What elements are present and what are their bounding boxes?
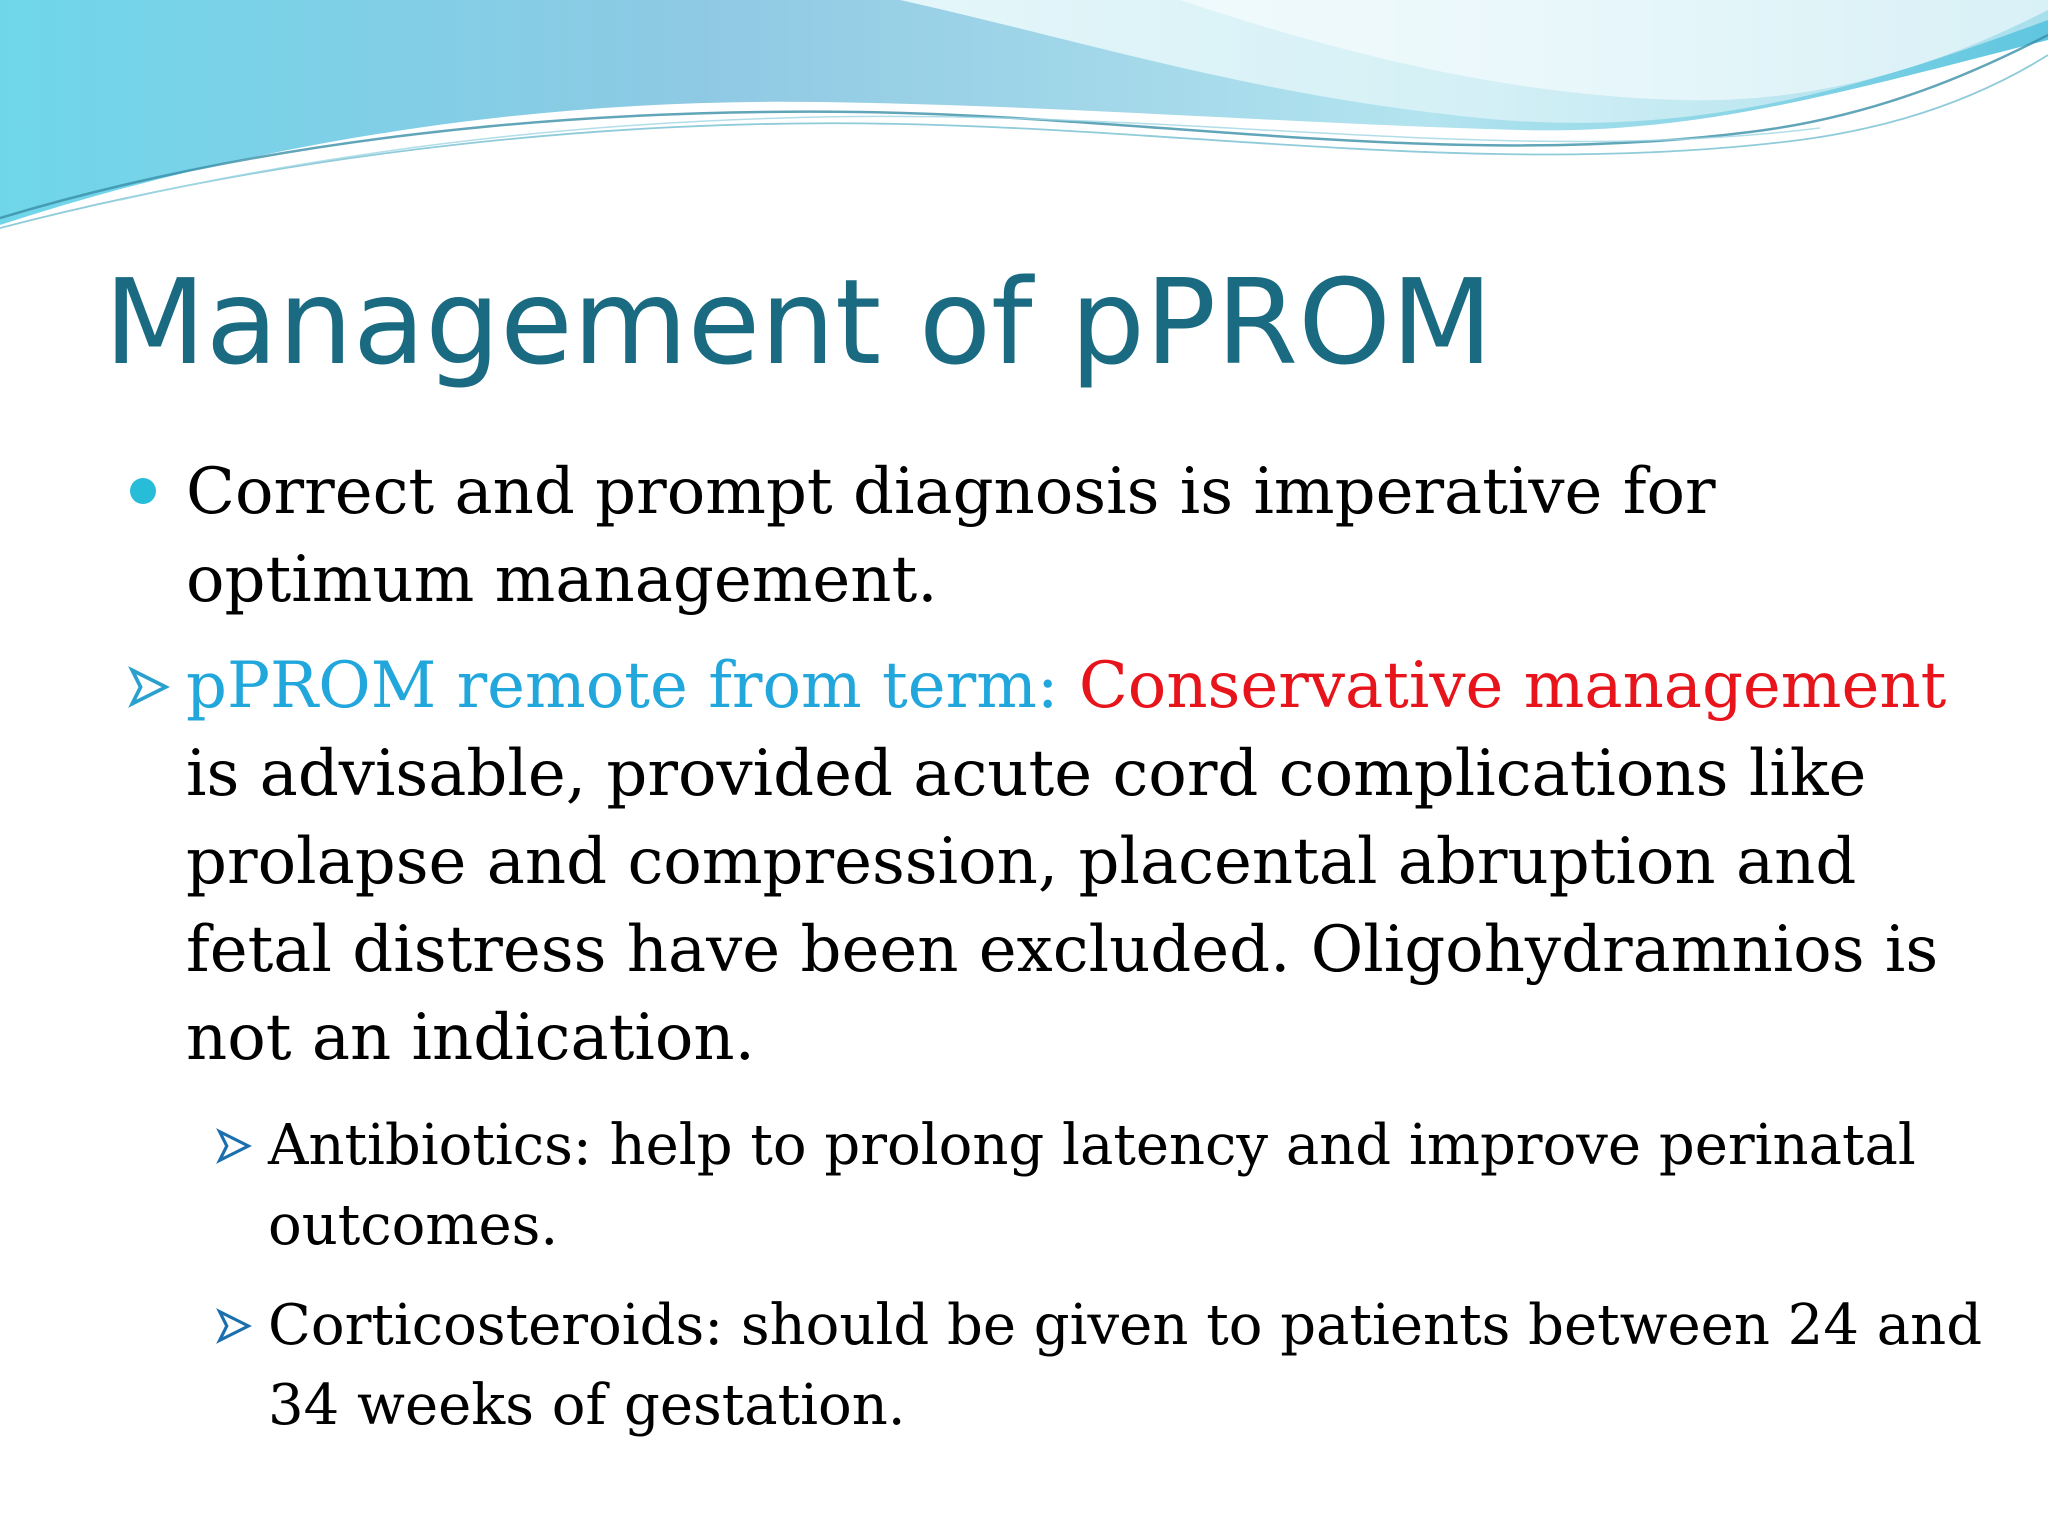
bullet-item-remote-from-term <box>128 642 2018 1082</box>
bullet-lead-text: pPROM remote from term: <box>186 649 1079 723</box>
sub-bullet-antibiotics <box>128 1106 2018 1266</box>
arrow-icon <box>216 1128 252 1164</box>
bullet-text: is advisable, provided acute cord complications like prolapse and compression, placental abruption and fetal distress have been excluded. Oligohydramnios is not an indication. <box>186 737 1939 1075</box>
sub-bullet-text: Antibiotics: help to prolong latency and improve perinatal outcomes. <box>268 1113 1916 1258</box>
sub-bullet-text: Corticosteroids: should be given to patients between 24 and 34 weeks of gestation. <box>268 1293 1983 1438</box>
dot-icon <box>130 478 156 504</box>
slide-content <box>128 448 2018 1446</box>
slide-title: Management of pPROM <box>104 253 1493 391</box>
bullet-text: Correct and prompt diagnosis is imperative for optimum management. <box>186 455 1716 617</box>
arrow-icon <box>216 1308 252 1344</box>
arrow-icon <box>128 666 170 708</box>
header-wave-decoration <box>0 0 2048 240</box>
bullet-highlight-text: Conservative management <box>1078 649 1947 723</box>
sub-bullet-corticosteroids <box>128 1286 2018 1446</box>
bullet-item-diagnosis <box>128 448 2018 624</box>
